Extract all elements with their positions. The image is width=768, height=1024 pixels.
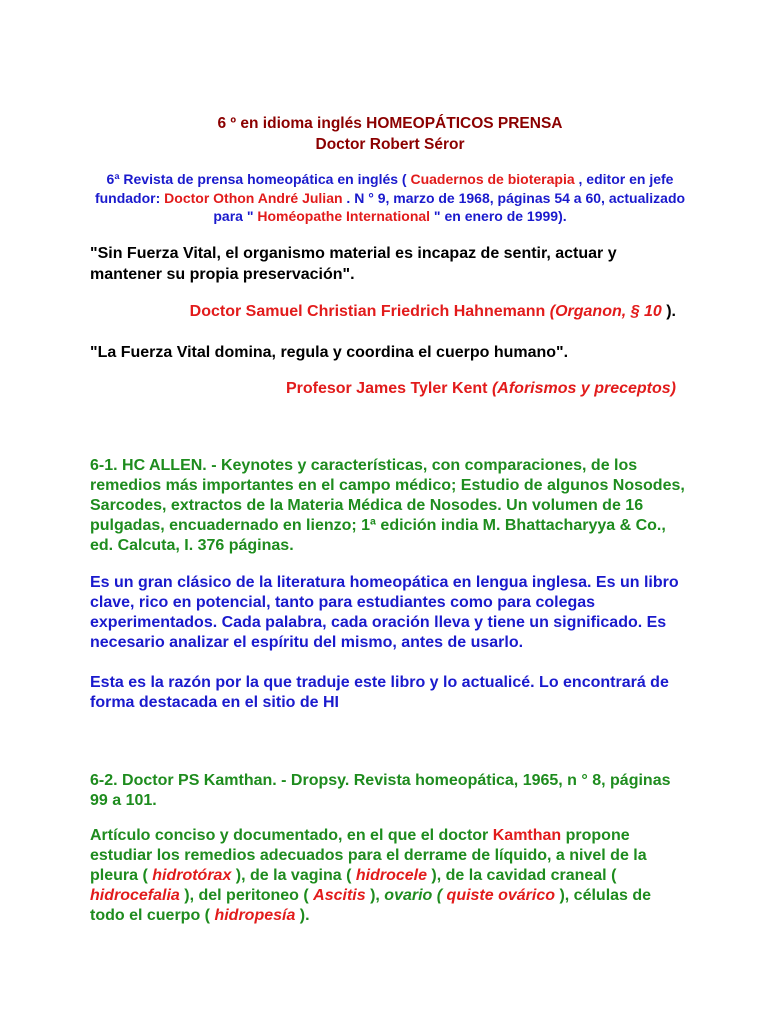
title-line-1: 6 º en idioma inglés HOMEOPÁTICOS PRENSA bbox=[217, 115, 563, 132]
intro-text-4: " en enero de 1999). bbox=[430, 208, 567, 224]
term-highlight: hidrocele bbox=[355, 867, 427, 884]
attribution-hahnemann bbox=[90, 301, 676, 322]
text-run: ), de la vagina ( bbox=[231, 867, 356, 884]
term-highlight: hidrocefalia bbox=[90, 887, 180, 904]
text-run: ), bbox=[365, 887, 385, 904]
quote-kent: "La Fuerza Vital domina, regula y coordina el cuerpo humano". bbox=[90, 344, 569, 361]
entry-1-comment-2: Esta es la razón por la que traduje este libro y lo actualicé. Lo encontrará de forma destacada en el sitio de HI bbox=[90, 674, 669, 711]
term-plain-italic: ovario ( bbox=[384, 887, 443, 904]
entry-1-comment: Es un gran clásico de la literatura homeopática en lengua inglesa. Es un libro clave, rico en potencial, tanto para estudiantes como para colegas experimentados. Cada palabra, cada oración lleva y tiene un significado. Es necesario analizar el espíritu del mismo, antes de usarlo. bbox=[90, 574, 679, 651]
attribution-author: Profesor James Tyler Kent bbox=[285, 380, 492, 397]
author-name: Kamthan bbox=[492, 827, 562, 844]
attribution-source: (Aforismos y preceptos) bbox=[491, 380, 676, 397]
attribution-close: ). bbox=[661, 303, 676, 320]
term-highlight: hidrotórax bbox=[152, 867, 232, 884]
attribution-author: Doctor Samuel Christian Friedrich Hahnemann bbox=[189, 303, 550, 320]
text-run: Artículo conciso y documentado, en el que el doctor bbox=[90, 827, 493, 844]
attribution-source: (Organon, § 10 bbox=[549, 303, 662, 320]
intro-text-2: , editor en jefe fundador: bbox=[94, 171, 674, 206]
title-author: Doctor Robert Séror bbox=[315, 136, 465, 153]
journal-name: Cuadernos de bioterapia bbox=[406, 171, 579, 187]
editor-name: Doctor Othon André Julian bbox=[164, 189, 347, 206]
term-highlight: hidropesía bbox=[214, 907, 296, 924]
intro-text-1: 6ª Revista de prensa homeopática en inglés ( bbox=[106, 171, 407, 187]
entry-1-heading: 6-1. HC ALLEN. - Keynotes y características, con comparaciones, de los remedios más importantes en el campo médico; Estudio de algunos Nosodes, Sarcodes, extractos de la Materia Médica de Nosodes. Un volumen de 16 pulgadas, encuadernado en lienzo; 1ª edición india M. Bhattacharyya & Co., ed. Calcuta, I. 376 páginas. bbox=[90, 457, 685, 554]
intro-paragraph bbox=[90, 170, 690, 226]
document-title bbox=[90, 113, 690, 155]
text-run: ), de la cavidad craneal ( bbox=[426, 867, 617, 884]
entry-2-comment bbox=[90, 826, 690, 926]
term-highlight: Ascitis bbox=[313, 887, 366, 904]
text-run: ), células de todo el cuerpo ( bbox=[90, 887, 652, 924]
term-highlight: quiste ovárico bbox=[442, 887, 556, 904]
quote-hahnemann: "Sin Fuerza Vital, el organismo material es incapaz de sentir, actuar y mantener su propia preservación". bbox=[90, 245, 617, 283]
text-run: propone estudiar los remedios adecuados para el derrame de líquido, a nivel de la pleura ( bbox=[90, 827, 647, 884]
publication-name: Homéopathe International bbox=[257, 208, 431, 224]
text-run: ), del peritoneo ( bbox=[179, 887, 314, 904]
intro-text-3: . N ° 9, marzo de 1968, páginas 54 a 60, actualizado para " bbox=[213, 189, 686, 224]
entry-2-heading: 6-2. Doctor PS Kamthan. - Dropsy. Revista homeopática, 1965, n ° 8, páginas 99 a 101. bbox=[90, 772, 671, 809]
attribution-kent bbox=[90, 378, 676, 399]
text-run: ). bbox=[295, 907, 310, 924]
